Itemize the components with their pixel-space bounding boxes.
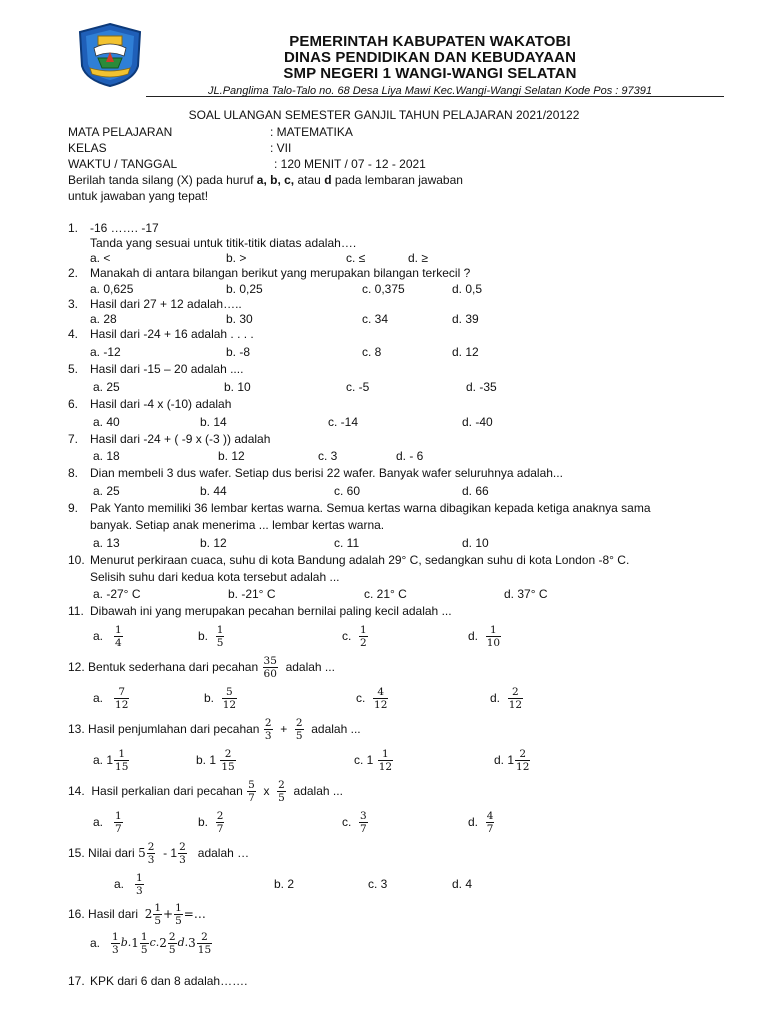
option-b: b. 12 (200, 536, 227, 550)
option-d: d. - 6 (396, 449, 424, 463)
option-a: a. $\frac{1}{7}$ (93, 809, 122, 835)
question-text: -16 ……. -17 (90, 221, 159, 235)
option-d: d. -35 (466, 380, 497, 394)
option-row: a. $\frac{1}{3}$ b. 1 $\frac{1}{5}$ c. 2 $\frac{2}{5}$ d. 3 $\frac{2}{15}$ (90, 930, 212, 956)
exam-title: SOAL ULANGAN SEMESTER GANJIL TAHUN PELAJARAN 2021/20122 (188, 108, 580, 122)
option-c: c. -14 (328, 415, 359, 429)
option-b: b. 14 (200, 415, 227, 429)
class-value: : VII (270, 141, 292, 155)
option-b-label: b. (120, 936, 132, 949)
instruction-line: Berilah tanda silang (X) pada huruf a, b, c, atau d pada lembaran jawaban (68, 173, 463, 187)
question-number: 3. (68, 297, 79, 311)
question-number: 17. (68, 974, 85, 988)
option-c: c. 3 (318, 449, 338, 463)
option-c: c. 34 (362, 312, 389, 326)
question-text: Hasil dari -24 + ( -9 x (-3 )) adalah (90, 432, 271, 446)
question-number: 8. (68, 466, 79, 480)
question-number: 6. (68, 397, 79, 411)
option-a: a. 25 (93, 484, 120, 498)
option-c: c. 0,375 (362, 282, 405, 296)
option-a: a. $\frac{7}{12}$ (93, 685, 129, 711)
question-number: 9. (68, 501, 79, 515)
option-b: b. > (226, 251, 247, 265)
option-c: c. 1 $\frac{1}{12}$ (354, 747, 393, 773)
question-text: Manakah di antara bilangan berikut yang merupakan bilangan terkecil ? (90, 266, 471, 280)
option-a: a. 1 $\frac{1}{15}$ (93, 747, 129, 773)
option-b: b. -21° C (228, 587, 276, 601)
option-d: d. 66 (462, 484, 489, 498)
question-number: 11. (68, 604, 84, 618)
option-d: d. 10 (462, 536, 489, 550)
question-text: Selisih suhu dari kedua kota tersebut adalah ... (90, 570, 340, 584)
option-b: b. 10 (224, 380, 251, 394)
question-text: Hasil dari -24 + 16 adalah . . . . (90, 327, 254, 341)
question-text: Hasil dari -4 x (-10) adalah (90, 397, 232, 411)
option-a: a. < (90, 251, 111, 265)
question-text: 12. Bentuk sederhana dari pecahan $\frac{35}{60}$ adalah ... (68, 654, 335, 680)
question-text: KPK dari 6 dan 8 adalah……. (90, 974, 248, 988)
question-number: 5. (68, 362, 79, 376)
option-c: $\frac{2}{5}$ (168, 930, 176, 956)
option-d: $\frac{2}{15}$ (197, 930, 212, 956)
district-emblem-logo (76, 22, 144, 88)
option-b: b. 0,25 (226, 282, 263, 296)
option-a: a. 25 (93, 380, 120, 394)
class-label: KELAS (68, 141, 107, 155)
gov-header-line: PEMERINTAH KABUPATEN WAKATOBI (289, 33, 571, 50)
option-c: c. 3 (368, 877, 388, 891)
question-text: Dian membeli 3 dus wafer. Setiap dus berisi 22 wafer. Banyak wafer seluruhnya adalah... (90, 466, 563, 480)
question-number: 10. (68, 553, 85, 567)
option-d: d. 1 $\frac{2}{12}$ (494, 747, 530, 773)
option-a: $\frac{1}{3}$ (112, 930, 119, 956)
time-label: WAKTU / TANGGAL (68, 157, 178, 171)
option-d: d. 37° C (504, 587, 548, 601)
question-number: 4. (68, 327, 79, 341)
question-number: 2. (68, 266, 79, 280)
option-b: b. $\frac{5}{12}$ (204, 685, 237, 711)
option-c: c. 11 (334, 536, 360, 550)
question-text: Hasil dari 27 + 12 adalah….. (90, 297, 242, 311)
question-number: 7. (68, 432, 79, 446)
option-b: b. $\frac{2}{7}$ (198, 809, 224, 835)
option-d: d. ≥ (408, 251, 428, 265)
school-name: SMP NEGERI 1 WANGI-WANGI SELATAN (283, 65, 577, 82)
option-a: a. $\frac{1}{3}$ (114, 871, 143, 897)
time-value: : 120 MENIT / 07 - 12 - 2021 (274, 157, 426, 171)
option-c: c. $\frac{1}{2}$ (342, 623, 367, 649)
question-text: 16. Hasil dari 2 $\frac{1}{5}$ + $\frac{1}{5}$ =… (68, 901, 206, 927)
option-d-label: d. (177, 936, 189, 949)
option-d: d. 12 (452, 345, 479, 359)
option-d: d. -40 (462, 415, 493, 429)
option-c-label: c. (149, 936, 160, 949)
option-c: c. 60 (334, 484, 361, 498)
option-b: b. $\frac{1}{5}$ (198, 623, 224, 649)
option-c: c. 21° C (364, 587, 407, 601)
header-divider (146, 96, 724, 97)
option-d: d. $\frac{2}{12}$ (490, 685, 523, 711)
option-a: a. 13 (93, 536, 120, 550)
option-a: a. -27° C (93, 587, 141, 601)
option-d: d. $\frac{4}{7}$ (468, 809, 494, 835)
option-a: a. 28 (90, 312, 117, 326)
option-a: a. 18 (93, 449, 120, 463)
option-b: b. 12 (218, 449, 245, 463)
option-c: c. $\frac{3}{7}$ (342, 809, 367, 835)
dept-header-line: DINAS PENDIDIKAN DAN KEBUDAYAAN (283, 49, 577, 66)
option-b: b. 2 (274, 877, 295, 891)
option-a: a. 40 (93, 415, 120, 429)
question-number: 1. (68, 221, 79, 235)
school-address: JL.Panglima Talo-Talo no. 68 Desa Liya Mawi Kec.Wangi-Wangi Selatan Kode Pos : 97391 (208, 85, 652, 97)
option-b: $\frac{1}{5}$ (140, 930, 148, 956)
option-a-label: a. (90, 936, 101, 950)
question-text: Pak Yanto memiliki 36 lembar kertas warna. Semua kertas warna dibagikan kepada ketiga anaknya sama (90, 501, 651, 515)
option-c: c. 8 (362, 345, 382, 359)
question-text: Hasil dari -15 – 20 adalah .... (90, 362, 244, 376)
option-d: d. 39 (452, 312, 479, 326)
instruction-line-2: untuk jawaban yang tepat! (68, 189, 209, 203)
question-text: 14. Hasil perkalian dari pecahan $\frac{5}{7}$ x $\frac{2}{5}$ adalah ... (68, 778, 343, 804)
option-c: c. $\frac{4}{12}$ (356, 685, 388, 711)
option-a: a. 0,625 (90, 282, 134, 296)
question-text: 13. Hasil penjumlahan dari pecahan $\frac{2}{3}$ + $\frac{2}{5}$ adalah ... (68, 716, 361, 742)
subject-label: MATA PELAJARAN (68, 125, 173, 139)
option-b: b. 30 (226, 312, 253, 326)
question-text: banyak. Setiap anak menerima ... lembar kertas warna. (90, 518, 385, 532)
option-b: b. -8 (226, 345, 251, 359)
question-text: 15. Nilai dari 5 $\frac{2}{3}$ - 1 $\frac{2}{3}$ adalah … (68, 840, 250, 866)
option-d: d. 4 (452, 877, 473, 891)
question-text: Menurut perkiraan cuaca, suhu di kota Bandung adalah 29° C, sedangkan suhu di kota London -8° C. (90, 553, 630, 567)
option-b: b. 1 $\frac{2}{15}$ (196, 747, 235, 773)
subject-value: : MATEMATIKA (270, 125, 353, 139)
option-d: d. $\frac{1}{10}$ (468, 623, 501, 649)
option-c: c. -5 (346, 380, 370, 394)
option-a: a. $\frac{1}{4}$ (93, 623, 122, 649)
option-a: a. -12 (90, 345, 121, 359)
option-c: c. ≤ (346, 251, 366, 265)
question-text: Tanda yang sesuai untuk titik-titik diatas adalah…. (90, 236, 357, 250)
option-d: d. 0,5 (452, 282, 483, 296)
question-text: Dibawah ini yang merupakan pecahan bernilai paling kecil adalah ... (90, 604, 452, 618)
option-b: b. 44 (200, 484, 227, 498)
